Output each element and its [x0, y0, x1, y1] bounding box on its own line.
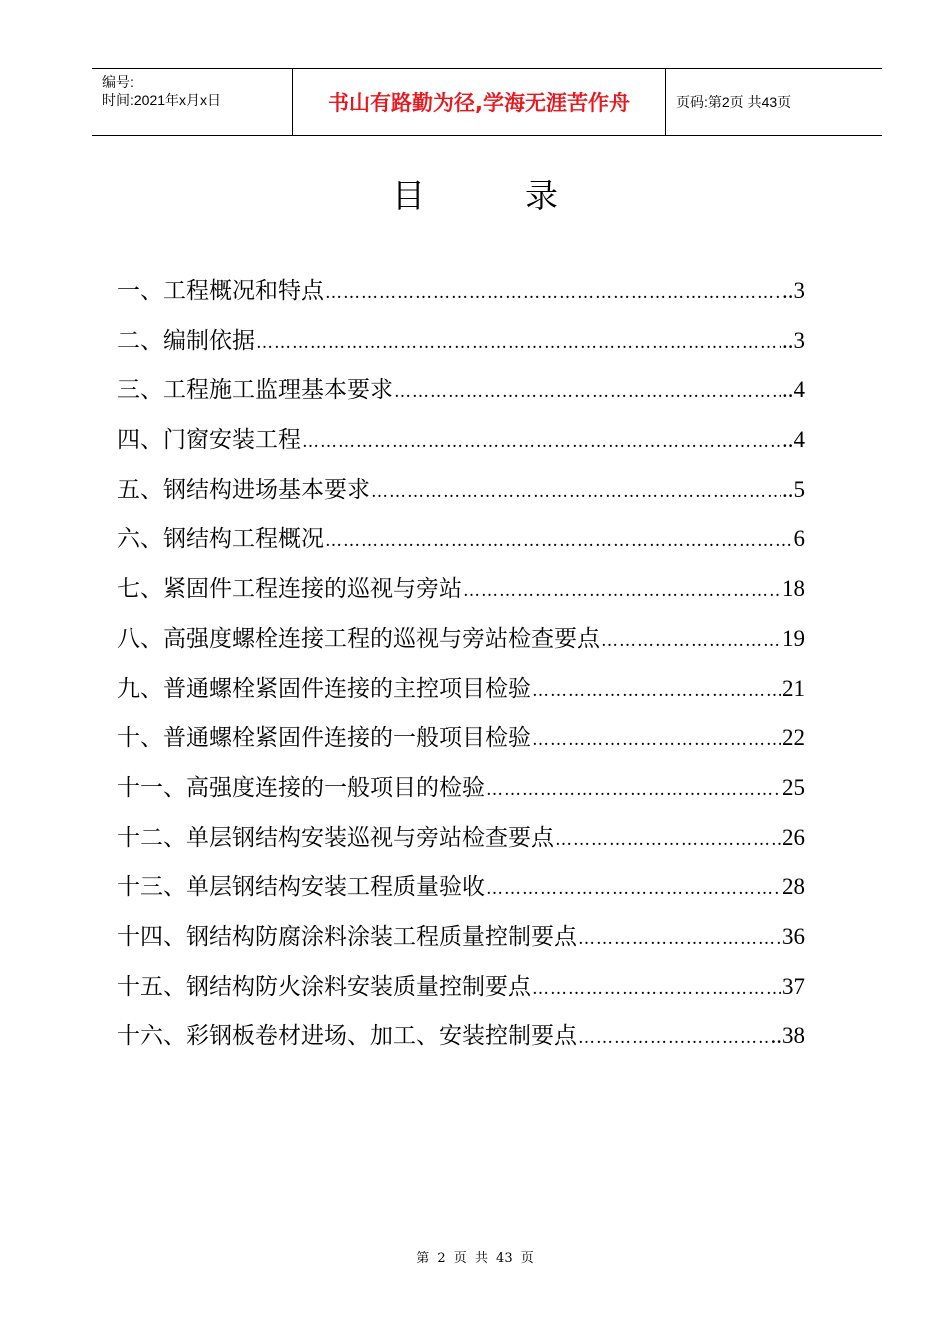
toc-dot-leader: [302, 432, 781, 452]
toc-dot-leader: [555, 830, 781, 850]
page-footer: 第 2 页 共 43 页: [416, 1251, 534, 1266]
toc-entry-page: 21: [782, 675, 805, 701]
toc-entry-label: 九、普通螺栓紧固件连接的主控项目检验: [117, 675, 531, 702]
toc-entry[interactable]: [117, 570, 805, 620]
toc-entry-label: 四、门窗安装工程: [117, 427, 301, 454]
toc-entry-label: 十四、钢结构防腐涂料涂装工程质量控制要点: [117, 923, 577, 950]
toc-entry[interactable]: [117, 620, 805, 670]
toc-dot-leader: [578, 1028, 770, 1048]
document-time-label: 时间:2021年x月x日: [102, 92, 222, 108]
header-motto: 书山有路勤为径,学海无涯苦作舟: [293, 69, 666, 135]
toc-entry[interactable]: [117, 1017, 805, 1067]
toc-entry-page: ..5: [782, 476, 805, 502]
toc-dot-leader: [532, 979, 781, 999]
toc-entry[interactable]: [117, 421, 805, 471]
toc-entry-page: ..38: [770, 1023, 805, 1049]
toc-entry[interactable]: [117, 918, 805, 968]
toc-entry-label: 八、高强度螺栓连接工程的巡视与旁站检查要点: [117, 625, 600, 652]
toc-entry-page: ..4: [782, 427, 805, 453]
toc-dot-leader: [463, 581, 781, 601]
toc-entry-label: 三、工程施工监理基本要求: [117, 377, 393, 404]
toc-entry[interactable]: [117, 322, 805, 372]
toc-entry-page: 22: [782, 725, 805, 751]
page-title: 目录: [392, 176, 658, 215]
toc-entry-page: 6: [793, 526, 805, 552]
toc-entry-page: 36: [782, 923, 805, 949]
toc-entry[interactable]: [117, 670, 805, 720]
toc-dot-leader: [394, 382, 781, 402]
toc-dot-leader: [371, 482, 781, 502]
toc-entry-label: 十、普通螺栓紧固件连接的一般项目检验: [117, 725, 531, 752]
toc-dot-leader: [325, 283, 781, 303]
toc-entry-label: 六、钢结构工程概况: [117, 526, 324, 553]
toc-entry-label: 二、编制依据: [117, 327, 255, 354]
toc-entry[interactable]: [117, 769, 805, 819]
toc-entry[interactable]: [117, 868, 805, 918]
document-number-label: 编号:: [102, 74, 134, 90]
toc-dot-leader: [256, 333, 781, 353]
toc-entry-label: 十六、彩钢板卷材进场、加工、安装控制要点: [117, 1023, 577, 1050]
toc-entry-label: 十五、钢结构防火涂料安装质量控制要点: [117, 973, 531, 1000]
toc-dot-leader: [601, 631, 781, 651]
toc-entry-page: 37: [782, 973, 805, 999]
toc-dot-leader: [325, 531, 793, 551]
toc-entry[interactable]: [117, 272, 805, 322]
toc-entry-page: ..3: [782, 327, 805, 353]
toc-entry[interactable]: [117, 819, 805, 869]
header-meta: [92, 69, 293, 135]
toc-entry-page: ..4: [782, 377, 805, 403]
toc-dot-leader: [578, 929, 781, 949]
toc-entry-page: 25: [782, 774, 805, 800]
toc-entry[interactable]: [117, 471, 805, 521]
toc-dot-leader: [532, 730, 781, 750]
toc-entry-page: ..3: [782, 278, 805, 303]
toc-entry-page: 19: [782, 625, 805, 651]
toc-dot-leader: [532, 681, 781, 701]
toc-entry-page: 28: [782, 874, 805, 900]
toc-entry[interactable]: [117, 371, 805, 421]
toc-entry-label: 一、工程概况和特点: [117, 278, 324, 304]
toc-dot-leader: [486, 879, 781, 899]
page-header: [92, 68, 882, 136]
toc-entry-label: 七、紧固件工程连接的巡视与旁站: [117, 576, 462, 603]
toc-entry[interactable]: [117, 968, 805, 1018]
toc-entry-page: 18: [782, 576, 805, 602]
toc-entry-page: 26: [782, 824, 805, 850]
toc-entry-label: 十二、单层钢结构安装巡视与旁站检查要点: [117, 824, 554, 851]
table-of-contents: [117, 272, 805, 1067]
toc-entry-label: 五、钢结构进场基本要求: [117, 476, 370, 503]
toc-entry[interactable]: [117, 719, 805, 769]
toc-dot-leader: [486, 780, 781, 800]
toc-entry[interactable]: [117, 520, 805, 570]
toc-entry-label: 十一、高强度连接的一般项目的检验: [117, 774, 485, 801]
toc-entry-label: 十三、单层钢结构安装工程质量验收: [117, 874, 485, 901]
header-page-info: 页码:第2页 共43页: [676, 94, 792, 110]
